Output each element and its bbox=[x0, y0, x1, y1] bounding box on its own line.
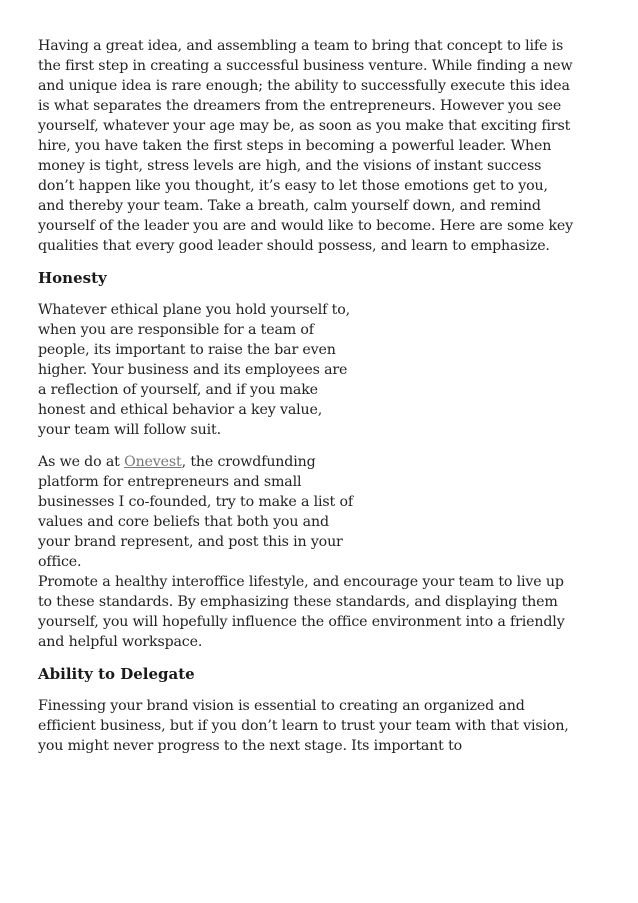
honesty-heading: Honesty bbox=[38, 269, 107, 287]
delegate-heading: Ability to Delegate bbox=[38, 665, 195, 683]
honesty-paragraph-2 bbox=[38, 452, 356, 572]
delegate-paragraph-1: Finessing your brand vision is essential to creating an organized and efficient business, but if you don’t learn to trust your team with that vision, you might never progress to the next stage. Its important to bbox=[38, 698, 569, 754]
honesty-paragraph-3: Promote a healthy interoffice lifestyle, and encourage your team to live up to these standards. By emphasizing these standards, and displaying them yourself, you will hopefully influence the office environment into a friendly and helpful workspace. bbox=[38, 574, 565, 650]
honesty-paragraph-2-lead: As we do at bbox=[38, 454, 125, 470]
honesty-paragraph-1: Whatever ethical plane you hold yourself to, when you are responsible for a team of people, its important to raise the bar even higher. Your business and its employees are a reflection of yourself, and if you make honest and ethical behavior a key value, your team will follow suit. bbox=[38, 302, 350, 438]
honesty-paragraph-2-rest: , the crowdfunding platform for entrepreneurs and small businesses I co-founded, try to make a list of values and core beliefs that both you and your brand represent, and post this in your office. bbox=[38, 454, 353, 570]
onevest-link[interactable]: Onevest bbox=[124, 454, 182, 470]
document-page bbox=[38, 36, 578, 756]
intro-paragraph: Having a great idea, and assembling a team to bring that concept to life is the first step in creating a successful business venture. While finding a new and unique idea is rare enough; the ability to successfully execute this idea is what separates the dreamers from the entrepreneurs. However you see yourself, whatever your age may be, as soon as you make that exciting first hire, you have taken the first steps in becoming a powerful leader. When money is tight, stress levels are high, and the visions of instant success don’t happen like you thought, it’s easy to let those emotions get to you, and thereby your team. Take a breath, calm yourself down, and remind yourself of the leader you are and would like to become. Here are some key qualities that every good leader should possess, and learn to emphasize. bbox=[38, 38, 574, 254]
